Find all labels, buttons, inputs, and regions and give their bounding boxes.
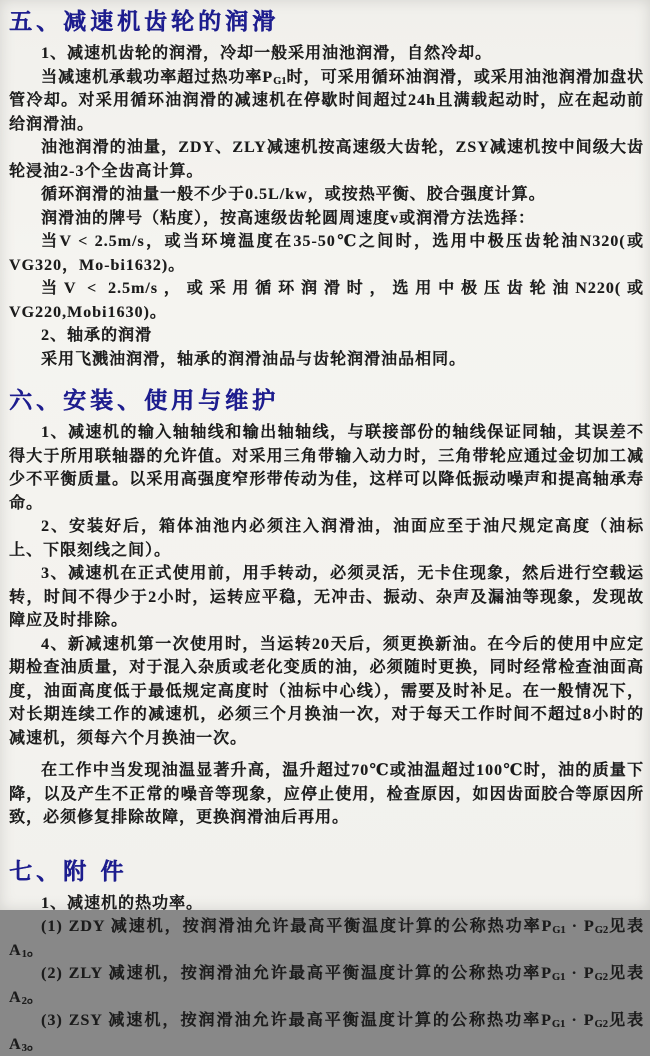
paragraph: 2、安装好后，箱体油池内必须注入润滑油，油面应至于油尺规定高度（油标上、下限刻线之间）。: [9, 515, 644, 562]
paragraph: 1、减速机的热功率。: [9, 892, 644, 916]
paragraph: (3) ZSY 减速机，按润滑油允许最高平衡温度计算的公称热功率$P_{G1} \cdot P_{G2}$见表$A_3$。: [9, 1009, 644, 1056]
paragraph: 当V < 2.5m/s，或采用循环润滑时，选用中极压齿轮油N220(或VG220,Mobi1630)。: [9, 277, 644, 324]
paragraph: 3、减速机在正式使用前，用手转动，必须灵活，无卡住现象，然后进行空载运转，时间不得少于2小时，运转应平稳，无冲击、振动、杂声及漏油等现象，发现故障应及时排除。: [9, 562, 644, 633]
section-gear-lubrication: [9, 6, 644, 371]
paragraph: 1、减速机的输入轴轴线和输出轴轴线，与联接部份的轴线保证同轴，其误差不得大于所用联轴器的允许值。对采用三角带输入动力时，三角带轮应通过金切加工减少不平衡质量。以采用高强度窄形带传动为佳，这样可以降低振动噪声和提高轴承寿命。: [9, 421, 644, 515]
section-accessories: [9, 856, 644, 1056]
paragraph: 润滑油的牌号（粘度），按高速级齿轮圆周速度v或润滑方法选择：: [9, 207, 644, 231]
paragraph: 循环润滑的油量一般不少于0.5L/kw，或按热平衡、胶合强度计算。: [9, 183, 644, 207]
paragraph: 4、新减速机第一次使用时，当运转20天后，须更换新油。在今后的使用中应定期检查油质量，对于混入杂质或老化变质的油，必须随时更换，同时经常检查油面高度，油面高度低于最低规定高度时（油标中心线），需要及时补足。在一般情况下，对长期连续工作的减速机，必须三个月换油一次，对于每天工作时间不超过8小时的减速机，须每六个月换油一次。: [9, 633, 644, 751]
section-install-use-maintain: [9, 385, 644, 830]
paragraph: (2) ZLY 减速机，按润滑油允许最高平衡温度计算的公称热功率$P_{G1} \cdot P_{G2}$见表$A_2$。: [9, 962, 644, 1009]
paragraph: 油池润滑的油量，ZDY、ZLY减速机按高速级大齿轮，ZSY减速机按中间级大齿轮浸油2-3个全齿高计算。: [9, 136, 644, 183]
section-heading-five: 五、减速机齿轮的润滑: [9, 6, 644, 36]
paragraph: (1) ZDY 减速机，按润滑油允许最高平衡温度计算的公称热功率$P_{G1} \cdot P_{G2}$见表$A_1$。: [9, 915, 644, 962]
paragraph: 当减速机承载功率超过热功率$P_{G1}$时，可采用循环油润滑，或采用油池润滑加盘状管冷却。对采用循环油润滑的减速机在停歇时间超过24h且满载起动时，应在起动前给润滑油。: [9, 66, 644, 137]
paragraph: 2、轴承的润滑: [9, 324, 644, 348]
section-heading-seven: 七、附 件: [9, 856, 644, 886]
paragraph: 当V < 2.5m/s，或当环境温度在35-50℃之间时，选用中极压齿轮油N320(或VG320，Mo-bi1632)。: [9, 230, 644, 277]
section-heading-six: 六、安装、使用与维护: [9, 385, 644, 415]
paragraph: 采用飞溅油润滑，轴承的润滑油品与齿轮润滑油品相同。: [9, 348, 644, 372]
paragraph: 1、减速机齿轮的润滑，冷却一般采用油池润滑，自然冷却。: [9, 42, 644, 66]
paragraph: 在工作中当发现油温显著升高，温升超过70℃或油温超过100℃时，油的质量下降，以及产生不正常的噪音等现象，应停止使用，检查原因，如因齿面胶合等原因所致，必须修复排除故障，更换润滑油后再用。: [9, 759, 644, 830]
